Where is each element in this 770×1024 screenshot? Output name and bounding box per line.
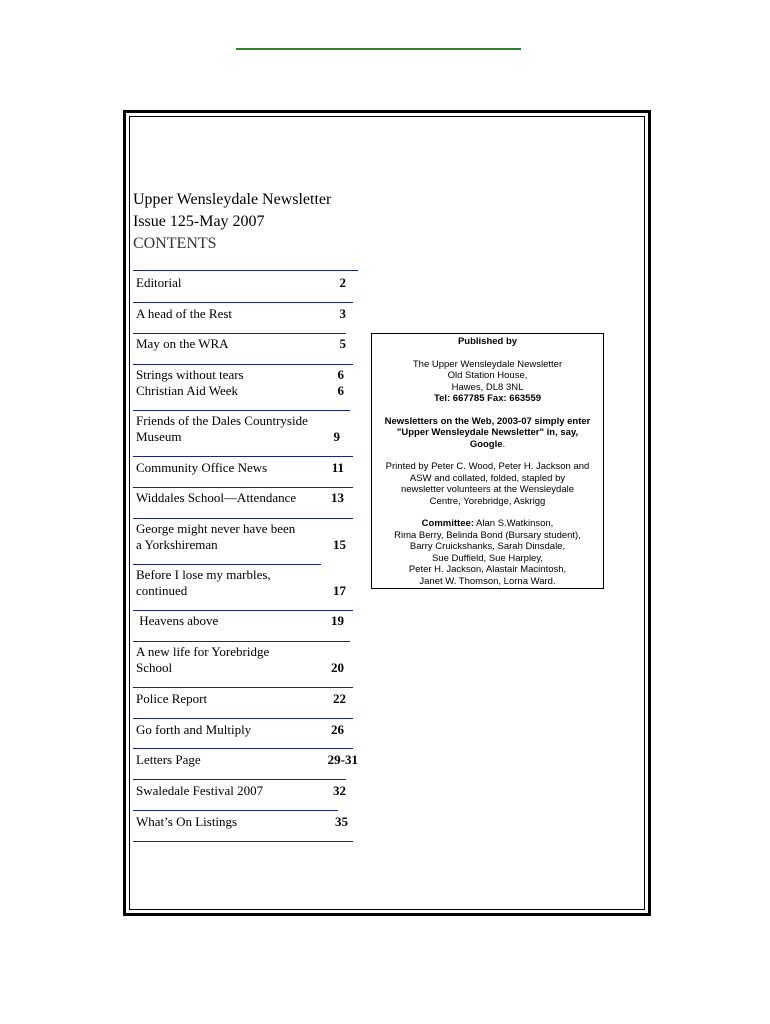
toc-entry bbox=[136, 567, 358, 583]
toc-divider bbox=[133, 364, 353, 365]
toc-entry bbox=[136, 722, 358, 738]
toc-divider bbox=[133, 487, 353, 488]
toc-entry bbox=[136, 644, 358, 660]
toc-entry-label: Before I lose my marbles, bbox=[136, 567, 271, 582]
toc-entry-page: 35 bbox=[335, 814, 348, 829]
toc-entry bbox=[136, 691, 358, 707]
toc-entry bbox=[136, 660, 358, 676]
toc-entry bbox=[136, 521, 358, 537]
committee-line: Sue Duffield, Sue Harpley, bbox=[431, 552, 544, 564]
toc-entry bbox=[136, 306, 358, 322]
printed-by-line: Centre, Yorebridge, Askrigg bbox=[429, 495, 546, 507]
toc-entry-label: Heavens above bbox=[136, 613, 219, 628]
toc-entry-label: A head of the Rest bbox=[136, 306, 233, 321]
printed-by-line: ASW and collated, folded, stapled by bbox=[409, 472, 566, 484]
toc-entry bbox=[136, 814, 358, 830]
toc-entry bbox=[136, 383, 358, 399]
committee-line: Janet W. Thomson, Lorna Ward. bbox=[419, 575, 556, 587]
printed-by-line: newsletter volunteers at the Wensleydale bbox=[400, 484, 575, 495]
toc-divider bbox=[133, 718, 353, 719]
toc-entry-label: Community Office News bbox=[136, 460, 268, 475]
toc-divider bbox=[133, 518, 353, 519]
committee-line: Alan S.Watkinson, bbox=[473, 518, 554, 529]
phone-fax: Tel: 667785 Fax: 663559 bbox=[433, 393, 542, 404]
toc-entry-label: A new life for Yorebridge bbox=[136, 644, 270, 659]
toc-entry bbox=[136, 429, 358, 445]
toc-entry-label: Strings without tears bbox=[136, 367, 244, 382]
toc-divider bbox=[133, 564, 321, 565]
publisher-info-box: Published by The Upper Wensleydale Newsletter Old Station House, Hawes, DL8 3NL Tel: 667785 Fax: 663559 Newsletters on the Web, 2003-07 simply enter "Upper Wensleydale Newsletter" in, say, Google. Printed by Peter C. Wood, Peter H. Jackson and ASW and collated, folded, stapled by newsletter volunteers at the Wensleydale Centre, Yorebridge, Askrigg Committee: Alan S.Watkinson, Rima Berry, Belinda Bond (Bursary student), Barry Cruickshanks, Sarah Dinsdale, Sue Duffield, Sue Harpley, Peter H. Jackson, Alastair Macintosh, Janet W. Thomson, Lorna Ward. bbox=[371, 333, 604, 589]
web-line: "Upper Wensleydale Newsletter" in, say, bbox=[396, 427, 579, 438]
toc-entry-label: Widdales School—Attendance bbox=[136, 490, 297, 505]
toc-entry-label: May on the WRA bbox=[136, 336, 229, 351]
toc-entry-label: Editorial bbox=[136, 275, 182, 290]
toc-entry bbox=[136, 336, 358, 352]
toc-entry-page: 22 bbox=[333, 691, 346, 706]
toc-entry bbox=[136, 583, 358, 599]
toc-entry-label: School bbox=[136, 660, 173, 675]
toc-entry-label: Christian Aid Week bbox=[136, 383, 238, 398]
toc-entry-label: Swaledale Festival 2007 bbox=[136, 783, 264, 798]
toc-divider bbox=[133, 810, 338, 811]
toc-divider bbox=[133, 841, 353, 842]
toc-entry-page: 6 bbox=[337, 383, 344, 398]
toc-entry-page: 3 bbox=[339, 306, 346, 321]
toc-entry bbox=[136, 783, 358, 799]
contents-heading: CONTENTS bbox=[133, 235, 217, 252]
toc-entry-label: Museum bbox=[136, 429, 182, 444]
toc-entry bbox=[136, 537, 358, 553]
toc-entry-label: George might never have been bbox=[136, 521, 296, 536]
toc-entry-label: continued bbox=[136, 583, 188, 598]
toc-entry bbox=[136, 490, 358, 506]
toc-divider bbox=[133, 610, 353, 611]
toc-entry bbox=[136, 275, 358, 291]
toc-entry-page: 20 bbox=[331, 660, 344, 675]
toc-entry-page: 17 bbox=[333, 583, 346, 598]
web-line: Google bbox=[469, 438, 503, 450]
issue-title: Issue 125-May 2007 bbox=[133, 213, 265, 230]
web-line: Newsletters on the Web, 2003-07 simply enter bbox=[384, 415, 591, 427]
address-line: Hawes, DL8 3NL bbox=[451, 381, 524, 393]
toc-divider bbox=[133, 410, 350, 411]
toc-entry-page: 13 bbox=[331, 490, 344, 505]
address-line: Old Station House, bbox=[447, 370, 528, 381]
address-line: The Upper Wensleydale Newsletter bbox=[412, 358, 563, 370]
toc-entry bbox=[136, 752, 358, 768]
toc-entry-page: 26 bbox=[331, 722, 344, 737]
toc-divider bbox=[133, 456, 353, 457]
newsletter-title: Upper Wensleydale Newsletter bbox=[133, 191, 332, 208]
toc-entry-page: 5 bbox=[339, 336, 346, 351]
toc-entry-page: 6 bbox=[337, 367, 344, 382]
printed-by-line: Printed by Peter C. Wood, Peter H. Jackson and bbox=[385, 461, 590, 472]
committee-line: Barry Cruickshanks, Sarah Dinsdale, bbox=[409, 541, 566, 552]
toc-entry-label: Friends of the Dales Countryside bbox=[136, 413, 308, 428]
toc-divider bbox=[133, 641, 350, 642]
committee-line: Peter H. Jackson, Alastair Macintosh, bbox=[408, 564, 567, 575]
toc-divider bbox=[133, 270, 358, 271]
toc-divider bbox=[133, 779, 346, 780]
toc-entry-label: Letters Page bbox=[136, 752, 201, 767]
toc-entry-page: 11 bbox=[331, 460, 344, 475]
toc-entry bbox=[136, 613, 358, 629]
toc-entry-label: a Yorkshireman bbox=[136, 537, 218, 552]
toc-entry-label: Go forth and Multiply bbox=[136, 722, 252, 737]
toc-divider bbox=[133, 687, 353, 688]
publisher-heading: Published by bbox=[457, 336, 518, 347]
committee-label: Committee: bbox=[421, 518, 474, 529]
toc-entry-page: 19 bbox=[331, 613, 344, 628]
top-decorative-rule bbox=[236, 48, 521, 50]
toc-entry-page: 9 bbox=[333, 429, 340, 444]
toc-entry-page: 15 bbox=[333, 537, 346, 552]
toc-entry bbox=[136, 460, 358, 476]
toc-divider bbox=[133, 302, 353, 303]
toc-entry-page: 32 bbox=[333, 783, 346, 798]
committee-line: Rima Berry, Belinda Bond (Bursary student), bbox=[394, 529, 581, 541]
toc-divider bbox=[133, 748, 353, 749]
toc-divider bbox=[133, 333, 346, 334]
toc-entry-page: 2 bbox=[339, 275, 346, 290]
toc-entry-label: Police Report bbox=[136, 691, 208, 706]
toc-entry-label: What’s On Listings bbox=[136, 814, 238, 829]
toc-entry bbox=[136, 413, 358, 429]
toc-entry bbox=[136, 367, 358, 383]
toc-entry-page: 29-31 bbox=[327, 752, 358, 767]
